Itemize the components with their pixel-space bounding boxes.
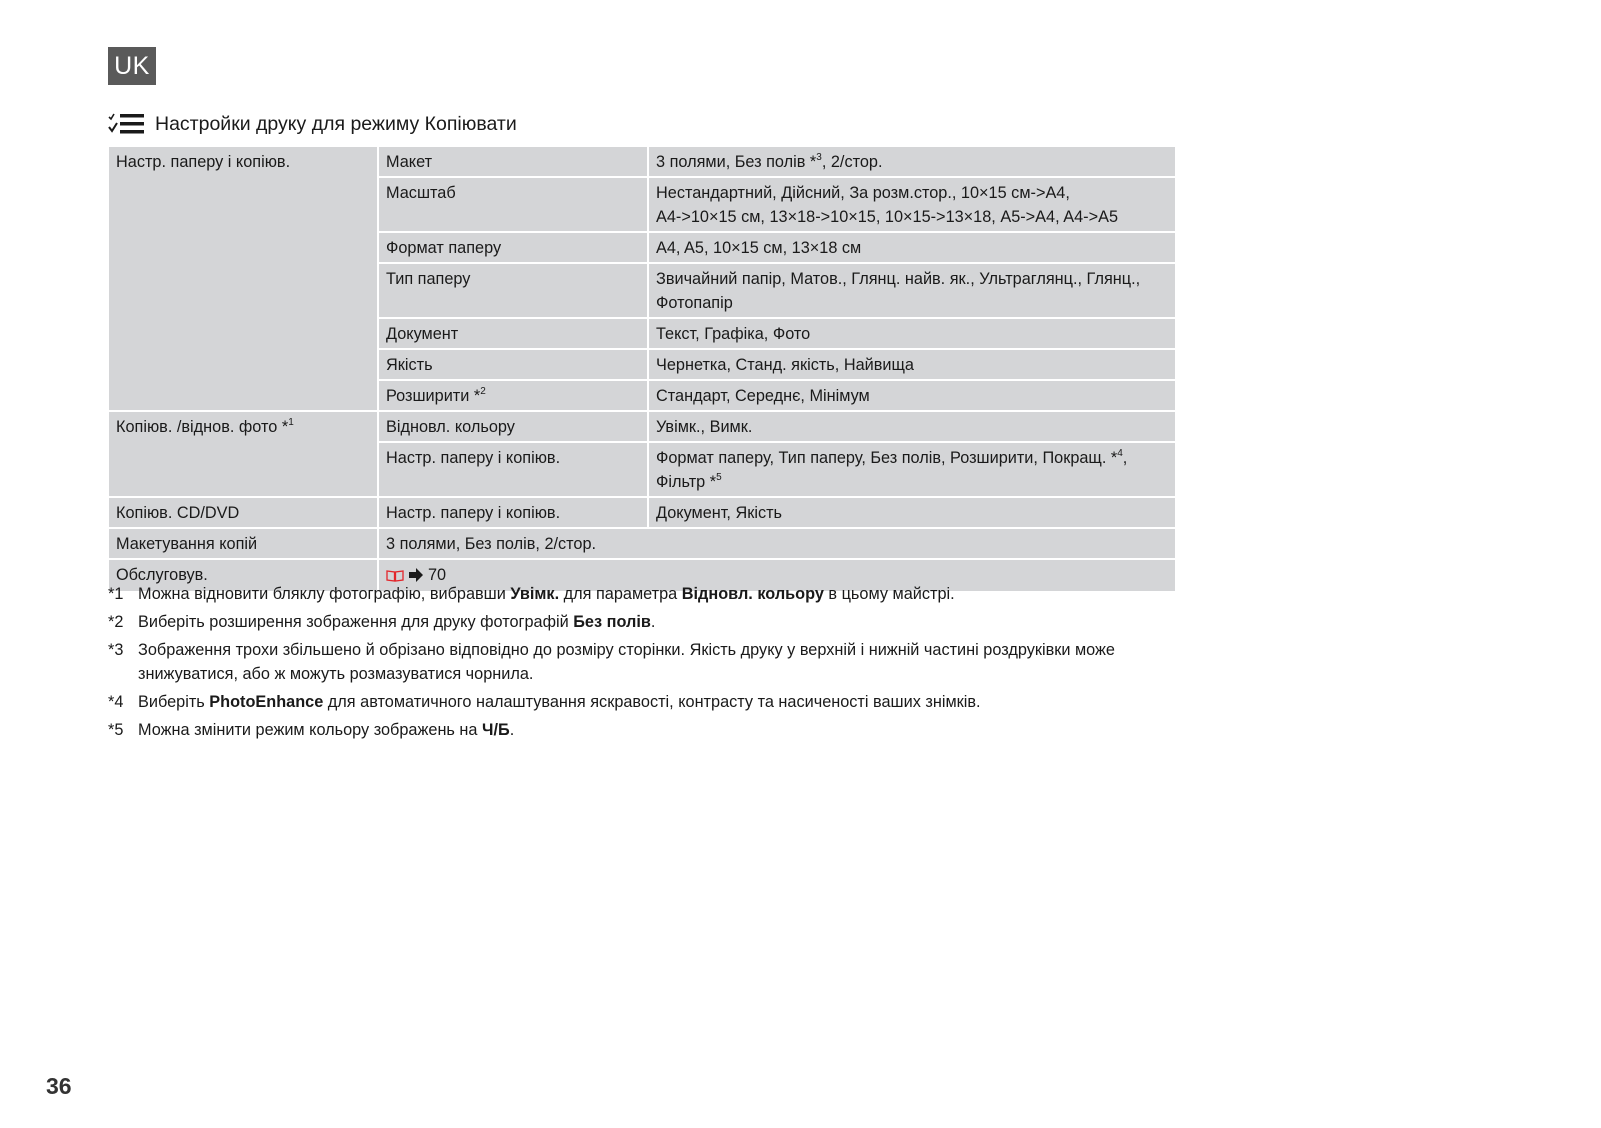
footnote: *4 Виберіть PhotoEnhance для автоматичного налаштування яскравості, контрасту та насиченості ваших знімків. (108, 693, 981, 711)
setting-cell: Настр. паперу і копіюв. (378, 497, 648, 528)
setting-cell: Настр. паперу і копіюв. (378, 442, 648, 497)
footnote: *3 Зображення трохи збільшено й обрізано відповідно до розміру сторінки. Якість друку у верхній і нижній частині роздруківки може знижуватися, або ж можуть розмазуватися чорнила. (108, 641, 1115, 683)
options-cell: 3 полями, Без полів, 2/стор. (378, 528, 1176, 559)
setting-cell: Формат паперу (378, 232, 648, 263)
setting-cell: Масштаб (378, 177, 648, 232)
setting-cell: Розширити *$^2$ (378, 380, 648, 411)
section-heading (108, 109, 517, 139)
heading-title: Настройки друку для режиму Копіювати (155, 112, 517, 135)
table-row (108, 528, 1176, 559)
table-row (108, 497, 1176, 528)
checklist-icon (108, 111, 146, 137)
options-cell: Документ, Якість (648, 497, 1176, 528)
reference-page-number: 70 (428, 566, 447, 584)
options-cell: Формат паперу, Тип паперу, Без полів, Розширити, Покращ. *$^4$, Фільтр *$^5$ (648, 442, 1176, 497)
options-cell: Звичайний папір, Матов., Глянц. найв. як., Ультраглянц., Глянц., Фотопапір (648, 263, 1176, 318)
setting-cell: Документ (378, 318, 648, 349)
footnote: *5 Можна змінити режим кольору зображень на Ч/Б. (108, 721, 515, 739)
setting-cell: Якість (378, 349, 648, 380)
options-cell: Чернетка, Станд. якість, Найвища (648, 349, 1176, 380)
group-cell: Макетування копій (108, 528, 378, 559)
group-cell: Настр. паперу і копіюв. (108, 146, 378, 411)
arrow-right-icon (408, 567, 424, 583)
footnote: *1 Можна відновити бляклу фотографію, вибравши Увімк. для параметра Відновл. кольору в цьому майстрі. (108, 585, 955, 603)
footnote: *2 Виберіть розширення зображення для друку фотографій Без полів. (108, 613, 656, 631)
settings-table (107, 145, 1177, 593)
language-badge: UK (108, 47, 156, 85)
group-cell: Копіюв. /віднов. фото *$^1$ (108, 411, 378, 497)
options-cell: Нестандартний, Дійсний, За розм.стор., 10×15 см->A4, A4->10×15 см, 13×18->10×15, 10×15->13×18, A5->A4, A4->A5 (648, 177, 1176, 232)
setting-cell: Відновл. кольору (378, 411, 648, 442)
group-cell: Копіюв. CD/DVD (108, 497, 378, 528)
group-cell: Обслуговув. (108, 559, 378, 592)
options-cell: 3 полями, Без полів *$^3$, 2/стор. (648, 146, 1176, 177)
book-icon (386, 569, 404, 582)
options-cell: Увімк., Вимк. (648, 411, 1176, 442)
table-row (108, 146, 1176, 177)
options-cell: A4, A5, 10×15 см, 13×18 см (648, 232, 1176, 263)
setting-cell: Макет (378, 146, 648, 177)
page-number: 36 (46, 1073, 72, 1099)
footnotes (108, 582, 1178, 746)
table-row (108, 411, 1176, 442)
options-cell: Стандарт, Середнє, Мінімум (648, 380, 1176, 411)
setting-cell: Тип паперу (378, 263, 648, 318)
options-cell: Текст, Графіка, Фото (648, 318, 1176, 349)
